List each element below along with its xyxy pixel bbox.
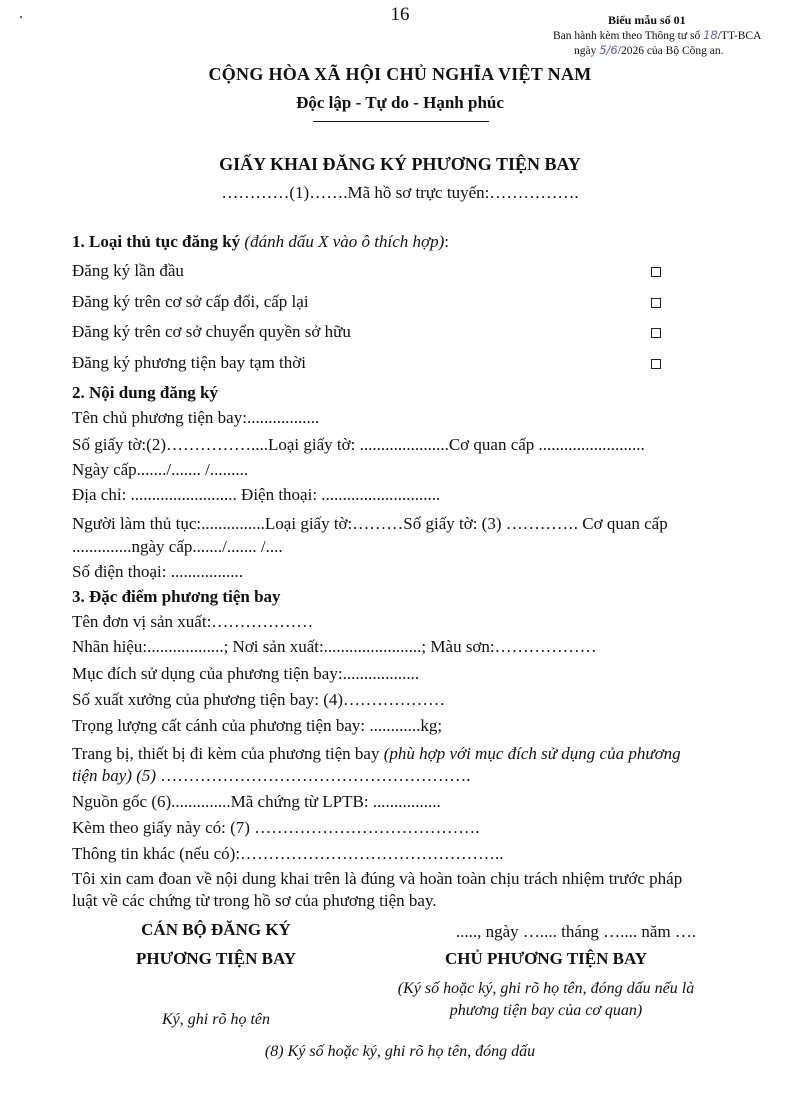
applicant-issue-date-line: ..............ngày cấp......./....... /....: [72, 537, 283, 556]
form-title: GIẤY KHAI ĐĂNG KÝ PHƯƠNG TIỆN BAY: [219, 154, 581, 174]
applicant-line: Người làm thủ tục:...............Loại giấy tờ:………Số giấy tờ: (3) …………. Cơ quan cấp: [72, 514, 668, 533]
checkbox-first-registration[interactable]: [651, 267, 661, 277]
page-number: 16: [390, 4, 410, 25]
reference-line: …………(1)…….Mã hồ sơ trực tuyến:…………….: [221, 183, 579, 202]
option-ownership-transfer: Đăng ký trên cơ sở chuyển quyền sở hữu: [72, 322, 351, 341]
manufacturer-line: Tên đơn vị sản xuất:………………: [72, 612, 314, 631]
owner-address-line: Địa chỉ: ......................... Điện thoại: ............................: [72, 485, 441, 504]
national-motto: Độc lập - Tự do - Hạnh phúc: [296, 93, 504, 112]
section3-heading: 3. Đặc điểm phương tiện bay: [72, 587, 281, 606]
option-first-registration: Đăng ký lần đầu: [72, 261, 184, 280]
purpose-line: Mục đích sử dụng của phương tiện bay:..................: [72, 664, 420, 683]
section2-heading: 2. Nội dung đăng ký: [72, 383, 218, 402]
owner-issue-date-line: Ngày cấp......./....... /.........: [72, 460, 249, 479]
origin-line: Nguồn gốc (6)..............Mã chứng từ LPTB: ................: [72, 792, 441, 811]
serial-number-line: Số xuất xưởng của phương tiện bay: (4)………………: [72, 690, 446, 709]
other-info-line: Thông tin khác (nếu có):………………………………………..: [72, 844, 504, 863]
applicant-phone-line: Số điện thoại: .................: [72, 562, 243, 581]
owner-sign-note-2: phương tiện bay của cơ quan): [449, 1002, 643, 1019]
declaration-line-1: Tôi xin cam đoan về nội dung khai trên là đúng và hoàn toàn chịu trách nhiệm trước pháp: [72, 869, 683, 888]
equipment-line: Trang bị, thiết bị đi kèm của phương tiện bay (phù hợp với mục đích sử dụng của phương: [72, 744, 681, 763]
option-temporary-registration: Đăng ký phương tiện bay tạm thời: [72, 353, 306, 372]
checkbox-reissue-registration[interactable]: [651, 298, 661, 308]
declaration-line-2: luật về các chứng từ trong hồ sơ của phương tiện bay.: [72, 891, 437, 910]
checkbox-temporary-registration[interactable]: [651, 359, 661, 369]
officer-title-line1: CÁN BỘ ĐĂNG KÝ: [141, 920, 291, 939]
checkbox-ownership-transfer[interactable]: [651, 328, 661, 338]
handwritten-issue-date: 5/6: [599, 43, 618, 57]
issued-date-line: ngày 5/6/2026 của Bộ Công an.: [574, 43, 724, 57]
option-reissue-registration: Đăng ký trên cơ sở cấp đổi, cấp lại: [72, 292, 309, 311]
owner-title: CHỦ PHƯƠNG TIỆN BAY: [445, 949, 647, 968]
takeoff-weight-line: Trọng lượng cất cánh của phương tiện bay: ............kg;: [72, 716, 443, 735]
officer-title-line2: PHƯƠNG TIỆN BAY: [136, 949, 296, 968]
brand-line: Nhãn hiệu:..................; Nơi sản xuất:.......................; Màu sơn:………………: [72, 637, 597, 656]
attachments-line: Kèm theo giấy này có: (7) ………………………………….: [72, 818, 480, 837]
country-name: CỘNG HÒA XÃ HỘI CHỦ NGHĨA VIỆT NAM: [208, 64, 592, 84]
owner-sign-note-1: (Ký số hoặc ký, ghi rõ họ tên, đóng dấu nếu là: [397, 980, 695, 997]
handwritten-circular-number: 18: [703, 28, 718, 42]
date-line: ....., ngày ….... tháng ….... năm ….: [455, 922, 697, 941]
equipment-line-continued: tiện bay) (5) ……………………………………………….: [72, 766, 471, 785]
motto-underline: [313, 121, 489, 122]
owner-document-line: Số giấy tờ:(2)……………....Loại giấy tờ: .....................Cơ quan cấp .........................: [72, 435, 645, 454]
owner-name-line: Tên chủ phương tiện bay:.................: [72, 408, 320, 427]
section1-heading: 1. Loại thủ tục đăng ký (đánh dấu X vào ô thích hợp):: [72, 232, 449, 251]
officer-sign-note: Ký, ghi rõ họ tên: [162, 1011, 270, 1028]
form-code: Biểu mẫu số 01: [608, 13, 686, 27]
officer-digital-sign-note: (8) Ký số hoặc ký, ghi rõ họ tên, đóng dấu: [264, 1043, 536, 1060]
issued-by-line: Ban hành kèm theo Thông tư số 18/TT-BCA: [553, 28, 762, 42]
